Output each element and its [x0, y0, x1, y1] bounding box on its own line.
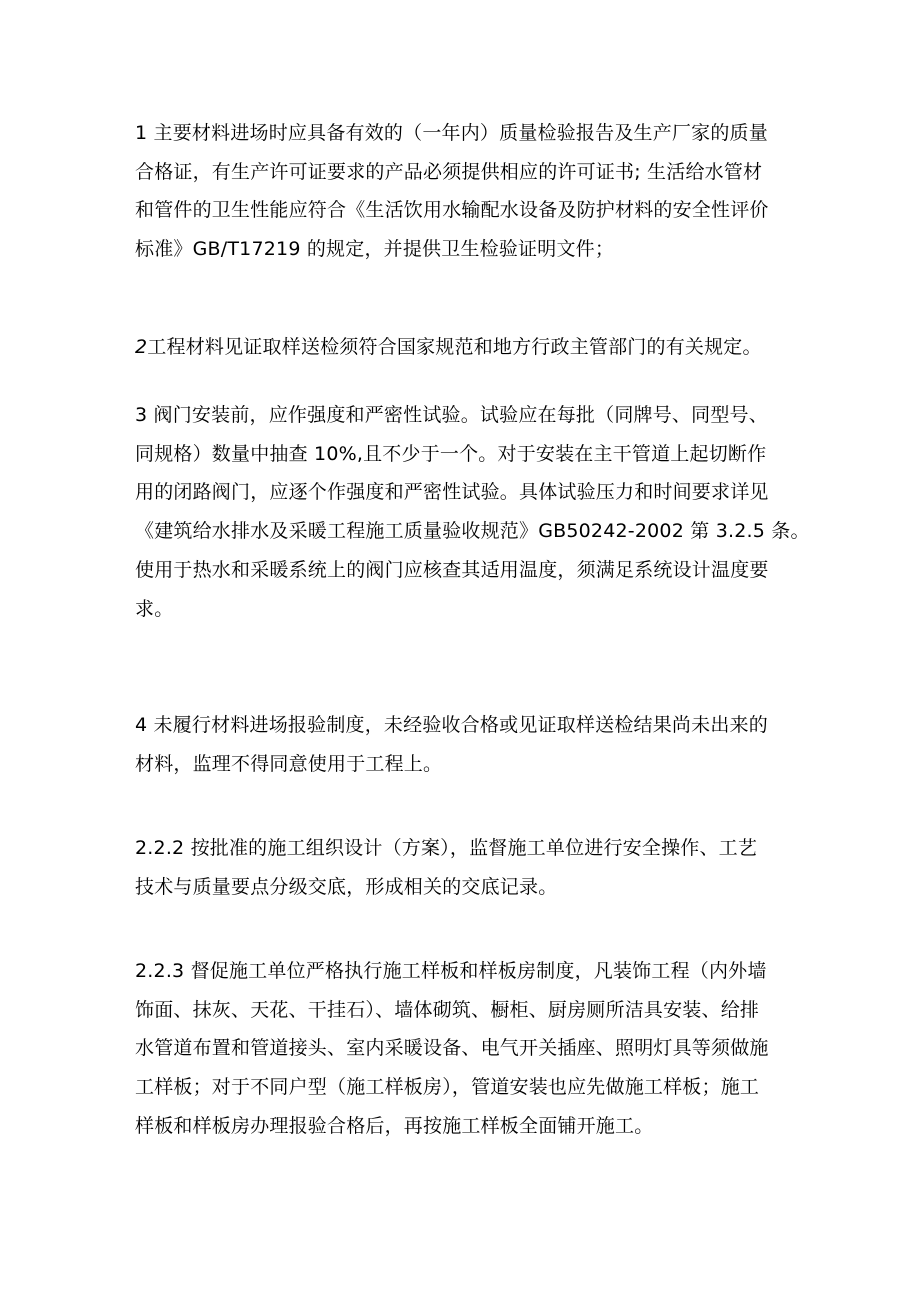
text-line: 材料，监理不得同意使用于工程上。: [135, 752, 443, 775]
text-line: 饰面、抹灰、天花、干挂石）、墙体砌筑、橱柜、厨房厕所洁具安装、给排: [135, 998, 760, 1021]
paragraph-section-2-2-2: [135, 829, 795, 906]
text-line: 《建筑给水排水及采暖工程施工质量验收规范》GB50242-2002 第 3.2.5 条。: [135, 520, 810, 543]
paragraph-section-2-2-3: [135, 952, 795, 1146]
text-line: 2.2.2 按批准的施工组织设计（方案），监督施工单位进行安全操作、工艺: [135, 837, 758, 859]
text-line: 合格证，有生产许可证要求的产品必须提供相应的许可证书; 生活给水管材: [135, 160, 763, 183]
text-line: [135, 328, 795, 367]
item-number: 2: [135, 336, 148, 358]
text-line: 4 未履行材料进场报验制度，未经验收合格或见证取样送检结果尚未出来的: [135, 714, 768, 736]
text-line: 同规格）数量中抽查 10%,且不少于一个。对于安装在主干管道上起切断作: [135, 442, 767, 465]
text-line: 1 主要材料进场时应具备有效的（一年内）质量检验报告及生产厂家的质量: [135, 122, 768, 144]
text-line: 样板和样板房办理报验合格后，再按施工样板全面铺开施工。: [135, 1114, 654, 1137]
text-line: 标准》GB/T17219 的规定，并提供卫生检验证明文件；: [135, 238, 615, 261]
text-line: 用的闭路阀门，应逐个作强度和严密性试验。具体试验压力和时间要求详见: [135, 481, 769, 504]
paragraph-inspection-system: [135, 706, 795, 783]
text-line: 和管件的卫生性能应符合《生活饮用水输配水设备及防护材料的安全性评价: [135, 199, 769, 222]
text-line: 技术与质量要点分级交底，形成相关的交底记录。: [135, 875, 558, 898]
text-line: 水管道布置和管道接头、室内采暖设备、电气开关插座、照明灯具等须做施: [135, 1037, 769, 1060]
text-line: 求。: [135, 597, 174, 620]
paragraph-material-certificates: [135, 114, 795, 269]
text-line-body: 工程材料见证取样送检须符合国家规范和地方行政主管部门的有关规定。: [147, 336, 762, 358]
text-line: 使用于热水和采暖系统上的阀门应核查其适用温度，须满足系统设计温度要: [135, 558, 769, 581]
paragraph-valve-testing: [135, 396, 810, 628]
text-line: 3 阀门安装前，应作强度和严密性试验。试验应在每批（同牌号、同型号、: [135, 404, 768, 426]
paragraph-witness-sampling: [135, 328, 795, 367]
text-line: 工样板；对于不同户型（施工样板房），管道安装也应先做施工样板；施工: [135, 1076, 760, 1099]
text-line: 2.2.3 督促施工单位严格执行施工样板和样板房制度，凡装饰工程（内外墙: [135, 960, 767, 982]
